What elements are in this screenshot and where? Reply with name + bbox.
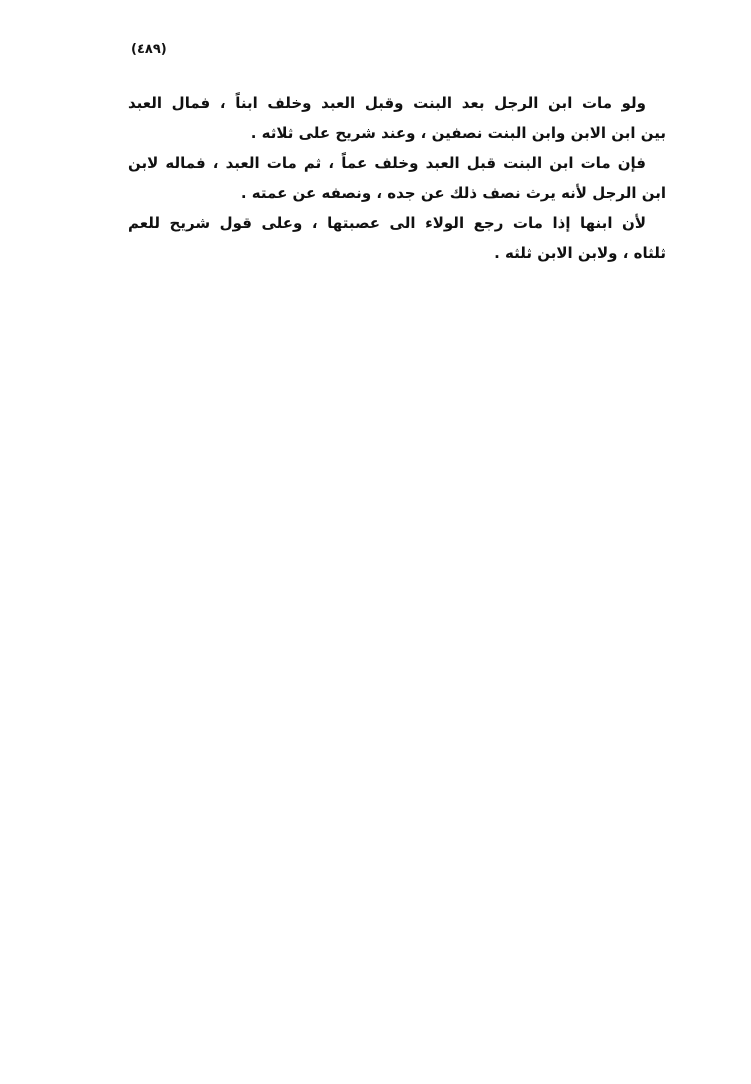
text-line: بين ابن الابن وابن البنت نصفين ، وعند شريح على ثلاثه .: [250, 124, 666, 142]
text-line: ابن الرجل لأنه يرث نصف ذلك عن جده ، ونصفه عن عمته .: [240, 184, 666, 202]
text-line: فإن مات ابن البنت قبل العبد وخلف عماً ، ثم مات العبد ، فماله لابن: [128, 154, 646, 172]
text-line: لأن ابنها إذا مات رجع الولاء الى عصبتها ، وعلى قول شريح للعم: [128, 214, 646, 232]
page-number: (٤٨٩): [131, 42, 167, 57]
body-text: [128, 88, 666, 268]
text-line: ولو مات ابن الرجل بعد البنت وقبل العبد وخلف ابناً ، فمال العبد: [128, 94, 646, 112]
text-line: ثلثاه ، ولابن الابن ثلثه .: [494, 244, 666, 262]
